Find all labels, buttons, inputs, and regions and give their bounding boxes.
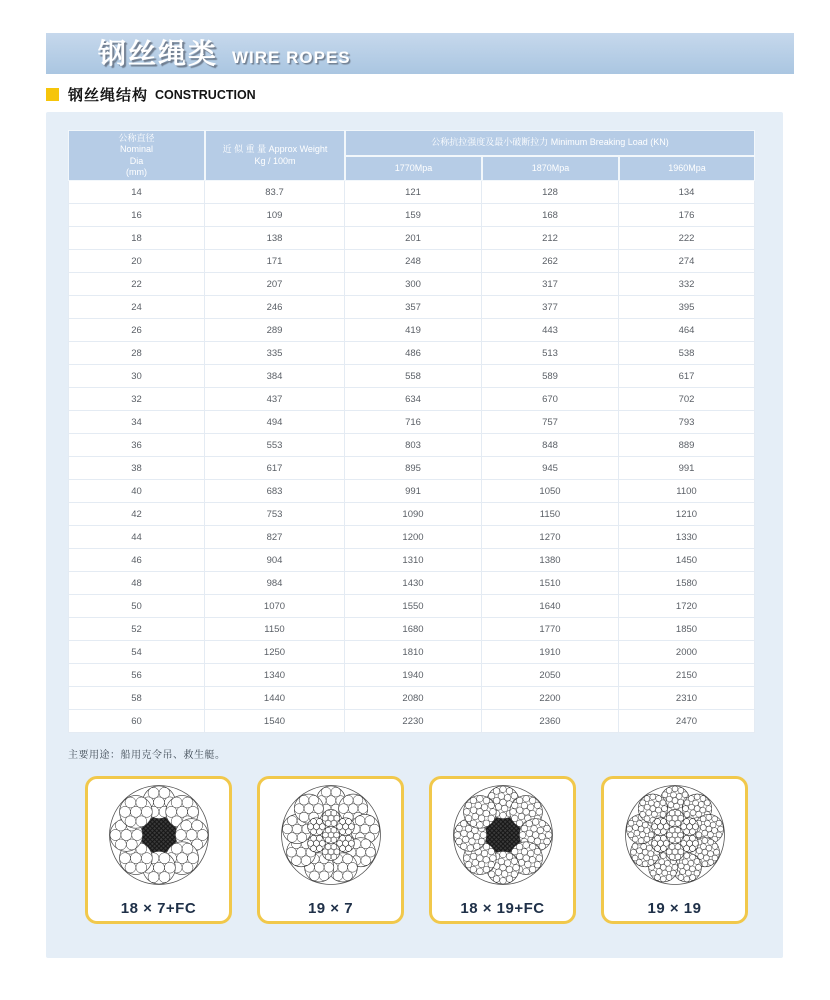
table-row [68, 181, 755, 204]
spec-table-body [68, 181, 755, 733]
table-row [68, 411, 755, 434]
table-cell: 18 [68, 227, 205, 250]
table-row [68, 434, 755, 457]
table-cell: 716 [345, 411, 482, 434]
table-row [68, 503, 755, 526]
table-cell: 1210 [619, 503, 755, 526]
table-cell: 1050 [482, 480, 619, 503]
section-title-en: CONSTRUCTION [155, 87, 256, 102]
table-cell: 2360 [482, 710, 619, 733]
table-cell: 2470 [619, 710, 755, 733]
table-row [68, 273, 755, 296]
table-cell: 1330 [619, 526, 755, 549]
table-cell: 538 [619, 342, 755, 365]
page-banner [46, 33, 794, 74]
table-cell: 904 [205, 549, 345, 572]
table-cell: 589 [482, 365, 619, 388]
table-cell: 300 [345, 273, 482, 296]
rope-cross-section-diagram [447, 782, 559, 888]
table-cell: 121 [345, 181, 482, 204]
table-row [68, 204, 755, 227]
table-cell: 513 [482, 342, 619, 365]
table-cell: 803 [345, 434, 482, 457]
rope-card-19x7 [257, 776, 404, 924]
col-header-diameter-en1: Nominal [119, 144, 153, 155]
table-row [68, 618, 755, 641]
table-cell: 1680 [345, 618, 482, 641]
table-cell: 42 [68, 503, 205, 526]
table-cell: 419 [345, 319, 482, 342]
table-cell: 26 [68, 319, 205, 342]
table-cell: 171 [205, 250, 345, 273]
construction-cards [46, 776, 783, 924]
rope-card-18x7-fc [85, 776, 232, 924]
table-cell: 1640 [482, 595, 619, 618]
table-row [68, 296, 755, 319]
spec-table-header [68, 130, 755, 181]
col-header-diameter-en2: Dia [129, 155, 144, 166]
table-cell: 793 [619, 411, 755, 434]
table-row [68, 388, 755, 411]
table-cell: 683 [205, 480, 345, 503]
rope-card-18x19-fc [429, 776, 576, 924]
table-row [68, 595, 755, 618]
banner-title-en: WIRE ROPES [232, 48, 351, 67]
table-cell: 176 [619, 204, 755, 227]
col-header-breaking-load: 公称抗拉强度及最小破断拉力 Minimum Breaking Load (KN) [345, 130, 755, 156]
table-cell: 617 [205, 457, 345, 480]
table-cell: 54 [68, 641, 205, 664]
section-heading [46, 84, 256, 105]
table-cell: 357 [345, 296, 482, 319]
table-cell: 753 [205, 503, 345, 526]
table-cell: 34 [68, 411, 205, 434]
table-cell: 1910 [482, 641, 619, 664]
table-cell: 443 [482, 319, 619, 342]
table-cell: 335 [205, 342, 345, 365]
table-cell: 222 [619, 227, 755, 250]
table-cell: 48 [68, 572, 205, 595]
table-cell: 317 [482, 273, 619, 296]
table-cell: 1450 [619, 549, 755, 572]
table-cell: 2080 [345, 687, 482, 710]
table-cell: 289 [205, 319, 345, 342]
col-header-diameter-cn: 公称直径 [118, 133, 155, 143]
table-cell: 36 [68, 434, 205, 457]
table-cell: 24 [68, 296, 205, 319]
table-row [68, 227, 755, 250]
table-cell: 384 [205, 365, 345, 388]
table-cell: 1380 [482, 549, 619, 572]
table-cell: 30 [68, 365, 205, 388]
col-header-grade-1770: 1770Mpa [345, 156, 482, 182]
table-cell: 889 [619, 434, 755, 457]
table-cell: 46 [68, 549, 205, 572]
yellow-square-bullet-icon [46, 88, 59, 101]
rope-cross-section-diagram [275, 782, 387, 888]
rope-card-label: 19 × 7 [307, 900, 354, 917]
table-cell: 1510 [482, 572, 619, 595]
table-cell: 1440 [205, 687, 345, 710]
table-row [68, 365, 755, 388]
table-cell: 1070 [205, 595, 345, 618]
table-cell: 248 [345, 250, 482, 273]
table-row [68, 572, 755, 595]
section-title-cn: 钢丝绳结构 [68, 87, 149, 104]
table-row [68, 319, 755, 342]
table-cell: 207 [205, 273, 345, 296]
table-cell: 486 [345, 342, 482, 365]
table-cell: 2050 [482, 664, 619, 687]
table-cell: 159 [345, 204, 482, 227]
table-cell: 134 [619, 181, 755, 204]
table-cell: 201 [345, 227, 482, 250]
col-header-weight-unit: Kg / 100m [254, 155, 296, 166]
table-cell: 991 [619, 457, 755, 480]
table-cell: 1550 [345, 595, 482, 618]
table-row [68, 710, 755, 733]
table-cell: 168 [482, 204, 619, 227]
table-cell: 2150 [619, 664, 755, 687]
table-cell: 20 [68, 250, 205, 273]
table-cell: 2310 [619, 687, 755, 710]
table-cell: 377 [482, 296, 619, 319]
table-cell: 494 [205, 411, 345, 434]
col-header-weight [205, 130, 345, 181]
table-cell: 2200 [482, 687, 619, 710]
table-cell: 617 [619, 365, 755, 388]
table-cell: 1340 [205, 664, 345, 687]
table-cell: 44 [68, 526, 205, 549]
table-cell: 274 [619, 250, 755, 273]
table-cell: 1810 [345, 641, 482, 664]
table-cell: 1270 [482, 526, 619, 549]
table-cell: 2000 [619, 641, 755, 664]
rope-card-19x19 [601, 776, 748, 924]
table-cell: 1940 [345, 664, 482, 687]
col-header-diameter [68, 130, 205, 181]
table-cell: 60 [68, 710, 205, 733]
table-cell: 984 [205, 572, 345, 595]
table-cell: 246 [205, 296, 345, 319]
table-cell: 1250 [205, 641, 345, 664]
table-cell: 670 [482, 388, 619, 411]
table-cell: 138 [205, 227, 345, 250]
table-cell: 16 [68, 204, 205, 227]
table-cell: 395 [619, 296, 755, 319]
table-cell: 52 [68, 618, 205, 641]
usage-note: 主要用途：船用克令吊、救生艇。 [68, 750, 226, 761]
col-header-diameter-unit: (mm) [126, 166, 147, 177]
table-cell: 1150 [482, 503, 619, 526]
table-cell: 83.7 [205, 181, 345, 204]
table-cell: 212 [482, 227, 619, 250]
table-cell: 22 [68, 273, 205, 296]
rope-cross-section-diagram [103, 782, 215, 888]
table-row [68, 250, 755, 273]
table-cell: 56 [68, 664, 205, 687]
table-cell: 40 [68, 480, 205, 503]
table-cell: 14 [68, 181, 205, 204]
table-cell: 1090 [345, 503, 482, 526]
table-cell: 50 [68, 595, 205, 618]
table-cell: 1540 [205, 710, 345, 733]
table-row [68, 549, 755, 572]
rope-card-label: 19 × 19 [647, 900, 702, 917]
banner-title-cn: 钢丝绳类 [98, 38, 219, 69]
table-cell: 109 [205, 204, 345, 227]
col-header-grade-1870: 1870Mpa [482, 156, 619, 182]
table-cell: 1850 [619, 618, 755, 641]
table-cell: 332 [619, 273, 755, 296]
table-cell: 437 [205, 388, 345, 411]
table-row [68, 457, 755, 480]
col-header-grade-1960: 1960Mpa [619, 156, 755, 182]
table-cell: 32 [68, 388, 205, 411]
table-cell: 128 [482, 181, 619, 204]
table-cell: 1100 [619, 480, 755, 503]
table-cell: 28 [68, 342, 205, 365]
table-cell: 1580 [619, 572, 755, 595]
content-panel [46, 112, 783, 958]
table-cell: 634 [345, 388, 482, 411]
rope-cross-section-diagram [619, 782, 731, 888]
table-cell: 262 [482, 250, 619, 273]
col-header-weight-title: 近 似 重 量 Approx Weight [222, 144, 328, 155]
table-row [68, 526, 755, 549]
table-cell: 945 [482, 457, 619, 480]
spec-table [68, 130, 755, 733]
rope-card-label: 18 × 19+FC [460, 900, 545, 917]
table-cell: 895 [345, 457, 482, 480]
table-cell: 757 [482, 411, 619, 434]
table-cell: 1720 [619, 595, 755, 618]
table-cell: 1150 [205, 618, 345, 641]
table-cell: 702 [619, 388, 755, 411]
table-cell: 1310 [345, 549, 482, 572]
table-cell: 553 [205, 434, 345, 457]
table-cell: 848 [482, 434, 619, 457]
table-cell: 1200 [345, 526, 482, 549]
table-cell: 38 [68, 457, 205, 480]
table-cell: 991 [345, 480, 482, 503]
rope-card-label: 18 × 7+FC [120, 900, 197, 917]
table-row [68, 641, 755, 664]
table-cell: 1430 [345, 572, 482, 595]
table-row [68, 687, 755, 710]
table-cell: 2230 [345, 710, 482, 733]
table-cell: 827 [205, 526, 345, 549]
table-cell: 558 [345, 365, 482, 388]
table-row [68, 664, 755, 687]
table-row [68, 480, 755, 503]
table-cell: 58 [68, 687, 205, 710]
table-cell: 464 [619, 319, 755, 342]
table-row [68, 342, 755, 365]
table-cell: 1770 [482, 618, 619, 641]
